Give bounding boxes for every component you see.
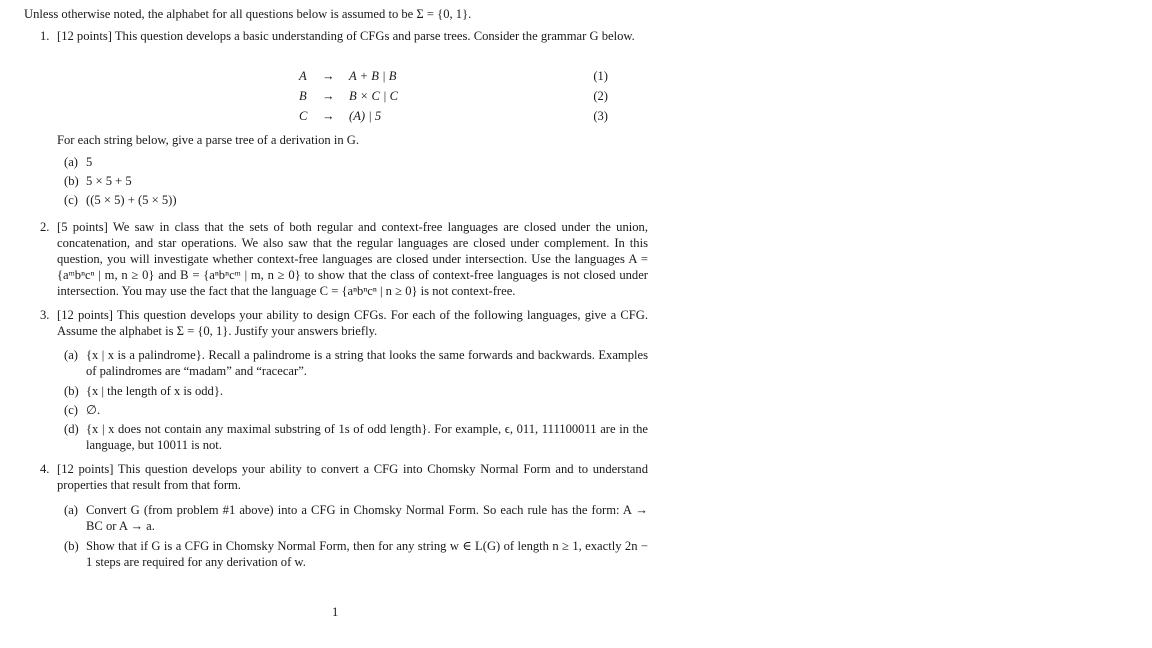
grammar-rule bbox=[240, 108, 608, 128]
sub-text: Convert G (from problem #1 above) into a CFG in Chomsky Normal Form. So each rule has the form: A → BC or A → a. bbox=[86, 503, 648, 533]
question-number: 1. bbox=[40, 29, 50, 43]
rule-arrow: → bbox=[322, 69, 335, 83]
sub-text: 5 bbox=[86, 155, 93, 169]
sub-question bbox=[64, 502, 648, 534]
question-text: [12 points] This question develops your ability to convert a CFG into Chomsky Normal Form and to understand properties that result from that form. bbox=[57, 462, 648, 492]
equation-number: (1) bbox=[593, 69, 608, 83]
rule-lhs: A bbox=[299, 69, 307, 83]
sub-question bbox=[64, 347, 648, 379]
rule-arrow: → bbox=[322, 89, 335, 103]
question-1 bbox=[40, 28, 648, 44]
page-number: 1 bbox=[332, 605, 339, 619]
sub-question bbox=[64, 383, 648, 399]
sub-label: (d) bbox=[64, 422, 79, 436]
sub-text: ((5 × 5) + (5 × 5)) bbox=[86, 193, 177, 207]
question-2 bbox=[40, 219, 648, 299]
grammar-rule bbox=[240, 88, 608, 108]
grammar-block bbox=[240, 68, 608, 128]
rule-rhs: (A) | 5 bbox=[349, 109, 382, 123]
rule-lhs: C bbox=[299, 109, 308, 123]
question-number: 2. bbox=[40, 220, 50, 234]
rule-rhs: A + B | B bbox=[349, 69, 397, 83]
sub-question bbox=[64, 173, 648, 189]
sub-question bbox=[64, 538, 648, 570]
sub-label: (a) bbox=[64, 155, 78, 169]
question-number: 4. bbox=[40, 462, 50, 476]
rule-rhs: B × C | C bbox=[349, 89, 399, 103]
sub-text: {x | x is a palindrome}. Recall a palindrome is a string that looks the same forwards and backwards. Examples of palindromes are “madam” and “racecar”. bbox=[86, 348, 648, 378]
sub-question bbox=[64, 402, 648, 418]
sub-label: (b) bbox=[64, 384, 79, 398]
sub-text: 5 × 5 + 5 bbox=[86, 174, 132, 188]
grammar-rule bbox=[240, 68, 608, 88]
rule-arrow: → bbox=[322, 109, 335, 123]
sub-label: (c) bbox=[64, 403, 78, 417]
question-text: [5 points] We saw in class that the sets of both regular and context-free languages are closed under the union, concatenation, and star operations. We also saw that the regular languages are closed under complement. In this question, you will investigate whether context-free languages are closed under intersection. Use the languages A = {aᵐbⁿcⁿ | m, n ≥ 0} and B = {aⁿbⁿcᵐ | m, n ≥ 0} to show that the class of context-free languages is not closed under intersection. You may use the fact that the language C = {aⁿbⁿcⁿ | n ≥ 0} is not context-free. bbox=[57, 220, 648, 298]
sub-label: (a) bbox=[64, 503, 78, 517]
sub-label: (c) bbox=[64, 193, 78, 207]
intro-text: Unless otherwise noted, the alphabet for all questions below is assumed to be Σ = {0, 1}. bbox=[24, 7, 472, 21]
sub-question bbox=[64, 192, 648, 208]
question-3 bbox=[40, 307, 648, 453]
sub-text: {x | the length of x is odd}. bbox=[86, 384, 224, 398]
question-1-parts bbox=[40, 132, 648, 208]
question-text: [12 points] This question develops a basic understanding of CFGs and parse trees. Consider the grammar G below. bbox=[57, 29, 635, 43]
rule-lhs: B bbox=[299, 89, 307, 103]
sub-label: (b) bbox=[64, 174, 79, 188]
sub-text: Show that if G is a CFG in Chomsky Normal Form, then for any string w ∈ L(G) of length n ≥ 1, exactly 2n − 1 steps are required for any derivation of w. bbox=[86, 539, 648, 569]
question-prompt: For each string below, give a parse tree of a derivation in G. bbox=[57, 133, 360, 147]
equation-number: (2) bbox=[593, 89, 608, 103]
sub-text: ∅. bbox=[86, 403, 101, 417]
sub-text: {x | x does not contain any maximal substring of 1s of odd length}. For example, ϵ, 011, 111100011 are in the language, but 10011 is not. bbox=[86, 422, 648, 452]
question-4 bbox=[40, 461, 648, 570]
sub-question bbox=[64, 421, 648, 453]
question-text: [12 points] This question develops your ability to design CFGs. For each of the following languages, give a CFG. Assume the alphabet is Σ = {0, 1}. Justify your answers briefly. bbox=[57, 308, 648, 338]
question-number: 3. bbox=[40, 308, 50, 322]
sub-label: (a) bbox=[64, 348, 78, 362]
sub-question bbox=[64, 154, 648, 170]
equation-number: (3) bbox=[593, 109, 608, 123]
sub-label: (b) bbox=[64, 539, 79, 553]
